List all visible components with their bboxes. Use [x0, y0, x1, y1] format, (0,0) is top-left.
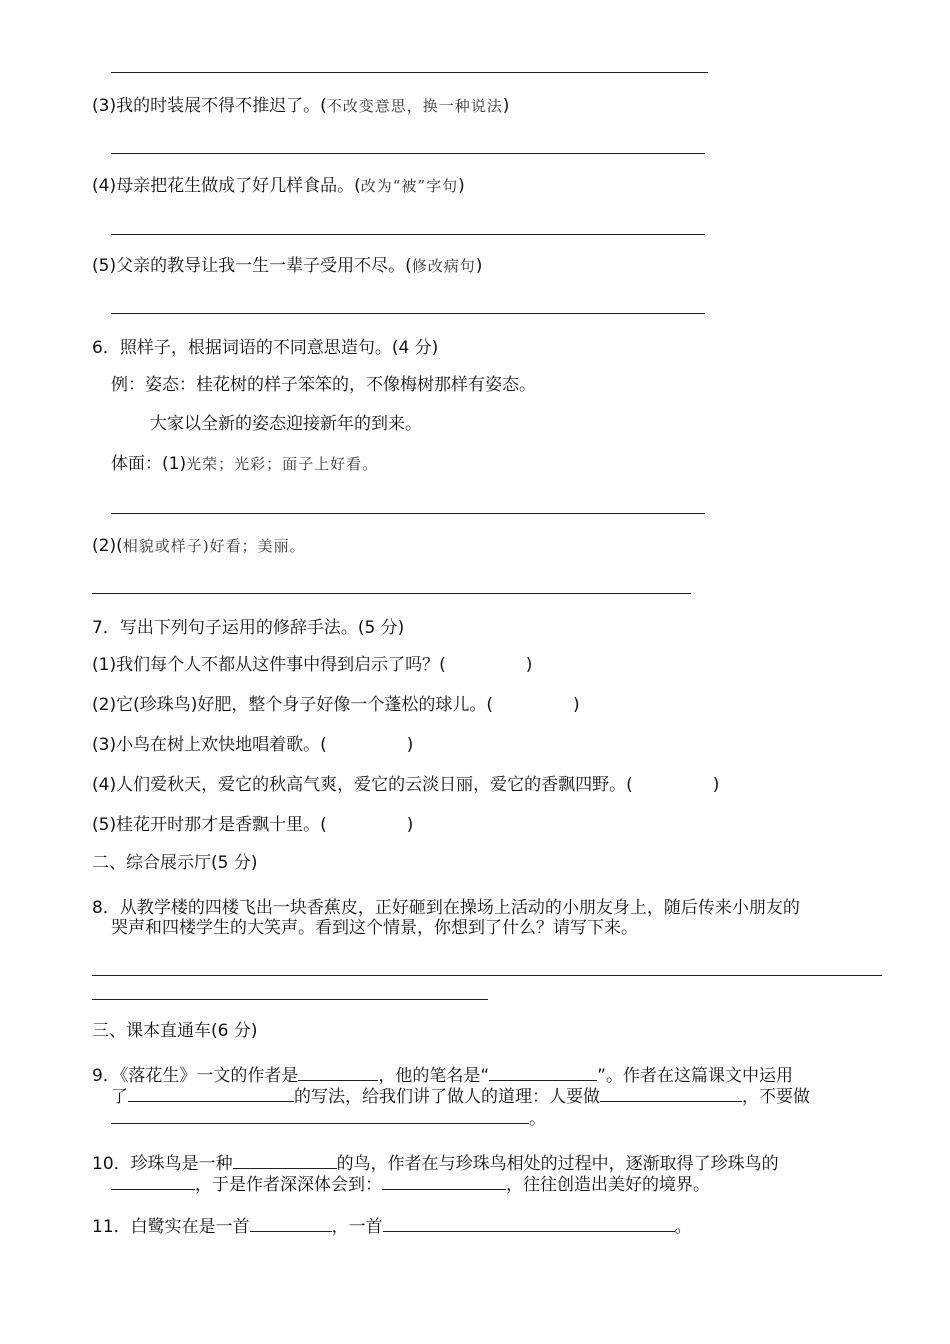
- q7-item-1: (1)我们每个人不都从这件事中得到启示了吗？( ): [92, 655, 533, 675]
- answer-line[interactable]: [92, 975, 882, 976]
- answer-line[interactable]: [111, 513, 705, 514]
- q5-item-5: (5)父亲的教导让我一生一辈子受用不尽。(修改病句): [92, 256, 483, 276]
- sentence: 母亲把花生做成了好几样食品。: [116, 176, 355, 196]
- sentence: 父亲的教导让我一生一辈子受用不尽。: [116, 256, 406, 276]
- q11-line: 11．白鹭实在是一首 ，一首 。: [92, 1217, 692, 1237]
- q6-word-meaning-2: (2)(相貌或样子)好看；美丽。: [92, 536, 306, 556]
- q7-item-2: (2)它(珍珠鸟)好肥，整个身子好像一个蓬松的球儿。( ): [92, 695, 580, 715]
- answer-line[interactable]: [111, 72, 708, 73]
- q5-item-4: (4)母亲把花生做成了好几样食品。(改为“被”字句): [92, 176, 465, 196]
- answer-blank[interactable]: [383, 1215, 675, 1232]
- sentence: 我的时装展不得不推迟了。: [116, 96, 321, 116]
- answer-blank[interactable]: [111, 1107, 529, 1124]
- q6-example-line-2: 大家以全新的姿态迎接新年的到来。: [150, 414, 422, 434]
- instruction-hint: 改为“被”字句: [360, 177, 459, 195]
- q7-item-5: (5)桂花开时那才是香飘十里。( ): [92, 815, 414, 835]
- answer-blank[interactable]: [250, 1215, 332, 1232]
- instruction-hint: 修改病句: [411, 257, 476, 275]
- q9-line-2: 了 的写法，给我们讲了做人的道理：人要做 ，不要做: [111, 1087, 810, 1107]
- section-3-heading: 三、课本直通车(6 分): [92, 1021, 258, 1041]
- instruction-hint: 不改变意思，换一种说法: [326, 97, 503, 115]
- answer-line[interactable]: [111, 153, 705, 154]
- answer-blank[interactable]: [233, 1152, 337, 1169]
- q6-title: 6．照样子，根据词语的不同意思造句。(4 分): [92, 338, 439, 358]
- q10-line-1: 10．珍珠鸟是一种 的鸟，作者在与珍珠鸟相处的过程中，逐渐取得了珍珠鸟的: [92, 1154, 779, 1174]
- answer-blank[interactable]: [489, 1064, 597, 1081]
- q8-line-2: 哭声和四楼学生的大笑声。看到这个情景，你想到了什么？请写下来。: [111, 918, 638, 938]
- item-number: (5): [92, 256, 117, 276]
- q10-line-2: ，于是作者深深体会到： ，往往创造出美好的境界。: [111, 1173, 710, 1196]
- answer-line[interactable]: [111, 234, 705, 235]
- q6-word-meaning-1: 体面：(1)光荣；光彩；面子上好看。: [111, 454, 379, 474]
- item-number: (3): [92, 96, 117, 116]
- q7-title: 7．写出下列句子运用的修辞手法。(5 分): [92, 618, 405, 638]
- answer-line[interactable]: [92, 999, 488, 1000]
- q7-item-4: (4)人们爱秋天，爱它的秋高气爽，爱它的云淡日丽，爱它的香飘四野。( ): [92, 775, 720, 795]
- meaning-text: 相貌或样子)好看；美丽。: [122, 537, 306, 555]
- answer-blank[interactable]: [111, 1173, 195, 1190]
- q9-line-3: 。: [111, 1107, 546, 1130]
- meaning-text: 光荣；光彩；面子上好看。: [186, 455, 379, 473]
- q5-item-3: (3)我的时装展不得不推迟了。(不改变意思，换一种说法): [92, 96, 510, 116]
- answer-blank[interactable]: [382, 1173, 506, 1190]
- section-2-heading: 二、综合展示厅(5 分): [92, 853, 258, 873]
- item-number: (4): [92, 176, 117, 196]
- q8-line-1: 8．从教学楼的四楼飞出一块香蕉皮，正好砸到在操场上活动的小朋友身上，随后传来小朋友的: [92, 898, 800, 918]
- q6-example-line-1: 例：姿态：桂花树的样子笨笨的，不像梅树那样有姿态。: [111, 375, 536, 395]
- q7-item-3: (3)小鸟在树上欢快地唱着歌。( ): [92, 735, 414, 755]
- answer-blank[interactable]: [128, 1085, 294, 1102]
- q9-line-1: 9．《落花生》一文的作者是 ，他的笔名是“ ”。作者在这篇课文中运用: [92, 1066, 793, 1086]
- answer-blank[interactable]: [298, 1064, 378, 1081]
- answer-line[interactable]: [92, 593, 691, 594]
- answer-blank[interactable]: [600, 1085, 742, 1102]
- answer-line[interactable]: [111, 313, 705, 314]
